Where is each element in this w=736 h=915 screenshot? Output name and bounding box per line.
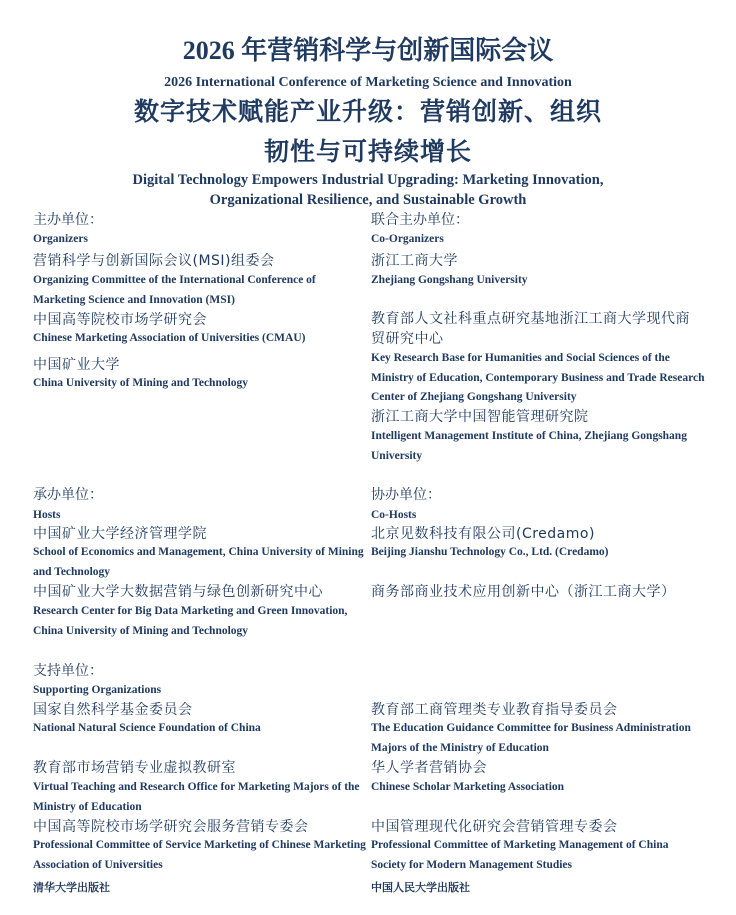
supporter-name-cn: 中国高等院校市场学研究会服务营销专委会 [33, 819, 309, 835]
host-name-cn: 中国矿业大学大数据营销与绿色创新研究中心 [33, 584, 323, 600]
co-hosts-label-cn: 协办单位： [371, 487, 441, 503]
host-name-cn: 中国矿业大学经济管理学院 [33, 526, 207, 542]
co-host-name-cn: 商务部商业技术应用创新中心（浙江工商大学） [371, 584, 676, 600]
co-organizers-label-en: Co-Organizers [371, 233, 444, 245]
supporter-name-cn: 中国管理现代化研究会营销管理专委会 [371, 819, 618, 835]
supporter-name-cn: 华人学者营销协会 [371, 760, 487, 776]
supporter-name-cn: 中国人民大学出版社 [371, 881, 470, 894]
theme-en-line2: Organizational Resilience, and Sustainable Growth [209, 192, 527, 208]
supporter-name-en: National Natural Science Foundation of China [33, 722, 261, 734]
hosts-label-en: Hosts [33, 509, 61, 521]
co-organizer-name-en: Intelligent Management Institute of China, Zhejiang Gongshang University [371, 430, 687, 462]
co-hosts-label-en: Co-Hosts [371, 509, 417, 521]
co-organizer-name-en: Key Research Base for Humanities and Social Sciences of the Ministry of Education, Contemporary Business and Trade Research Center of Zhejiang Gongshang University [371, 352, 705, 403]
supporter-name-en: Professional Committee of Service Marketing of Chinese Marketing Association of Universities [33, 839, 366, 871]
conference-title-en: 2026 International Conference of Marketing Science and Innovation [164, 75, 572, 90]
organizers-label-cn: 主办单位： [33, 212, 103, 228]
supporter-name-en: Professional Committee of Marketing Management of China Society for Modern Management Studies [371, 839, 669, 871]
host-name-en: School of Economics and Management, China University of Mining and Technology [33, 546, 364, 578]
co-organizer-name-cn: 教育部人文社科重点研究基地浙江工商大学现代商贸研究中心 [371, 311, 690, 347]
organizer-name-en: Organizing Committee of the International Conference of Marketing Science and Innovation (MSI) [33, 274, 316, 306]
organizer-name-en: Chinese Marketing Association of Universities (CMAU) [33, 332, 306, 344]
co-organizers-label-cn: 联合主办单位： [371, 212, 469, 228]
co-organizer-name-cn: 浙江工商大学中国智能管理研究院 [371, 409, 589, 425]
supporter-name-cn: 国家自然科学基金委员会 [33, 702, 193, 718]
organizer-name-cn: 中国高等院校市场学研究会 [33, 312, 207, 328]
host-name-en: Research Center for Big Data Marketing and Green Innovation, China University of Mining and Technology [33, 605, 348, 637]
organizer-name-en: China University of Mining and Technology [33, 377, 249, 389]
supporting-label-en: Supporting Organizations [33, 684, 162, 696]
supporter-name-en: Chinese Scholar Marketing Association [371, 781, 565, 793]
supporting-label-cn: 支持单位： [33, 663, 103, 679]
co-host-name-en: Beijing Jianshu Technology Co., Ltd. (Credamo) [371, 546, 609, 558]
supporter-name-cn: 教育部市场营销专业虚拟教研室 [33, 760, 236, 776]
theme-cn-line2: 韧性与可持续增长 [263, 139, 472, 166]
co-organizer-name-cn: 浙江工商大学 [371, 253, 458, 269]
theme-cn-line1: 数字技术赋能产业升级：营销创新、组织 [133, 99, 602, 126]
hosts-label-cn: 承办单位： [33, 487, 103, 503]
supporter-name-en: Virtual Teaching and Research Office for Marketing Majors of the Ministry of Education [33, 781, 360, 813]
conference-title-cn: 2026 年营销科学与创新国际会议 [182, 36, 554, 65]
theme-en-line1: Digital Technology Empowers Industrial Upgrading: Marketing Innovation, [132, 172, 604, 188]
supporter-name-cn: 教育部工商管理类专业教育指导委员会 [371, 702, 618, 718]
co-organizer-name-en: Zhejiang Gongshang University [371, 274, 528, 286]
co-host-name-cn: 北京见数科技有限公司(Credamo) [371, 526, 595, 542]
supporter-name-cn: 清华大学出版社 [33, 881, 110, 894]
supporter-name-en: The Education Guidance Committee for Business Administration Majors of the Ministry of Education [371, 722, 691, 754]
organizer-name-cn: 营销科学与创新国际会议(MSI)组委会 [33, 253, 275, 269]
organizer-name-cn: 中国矿业大学 [33, 357, 120, 373]
organizers-label-en: Organizers [33, 233, 88, 245]
